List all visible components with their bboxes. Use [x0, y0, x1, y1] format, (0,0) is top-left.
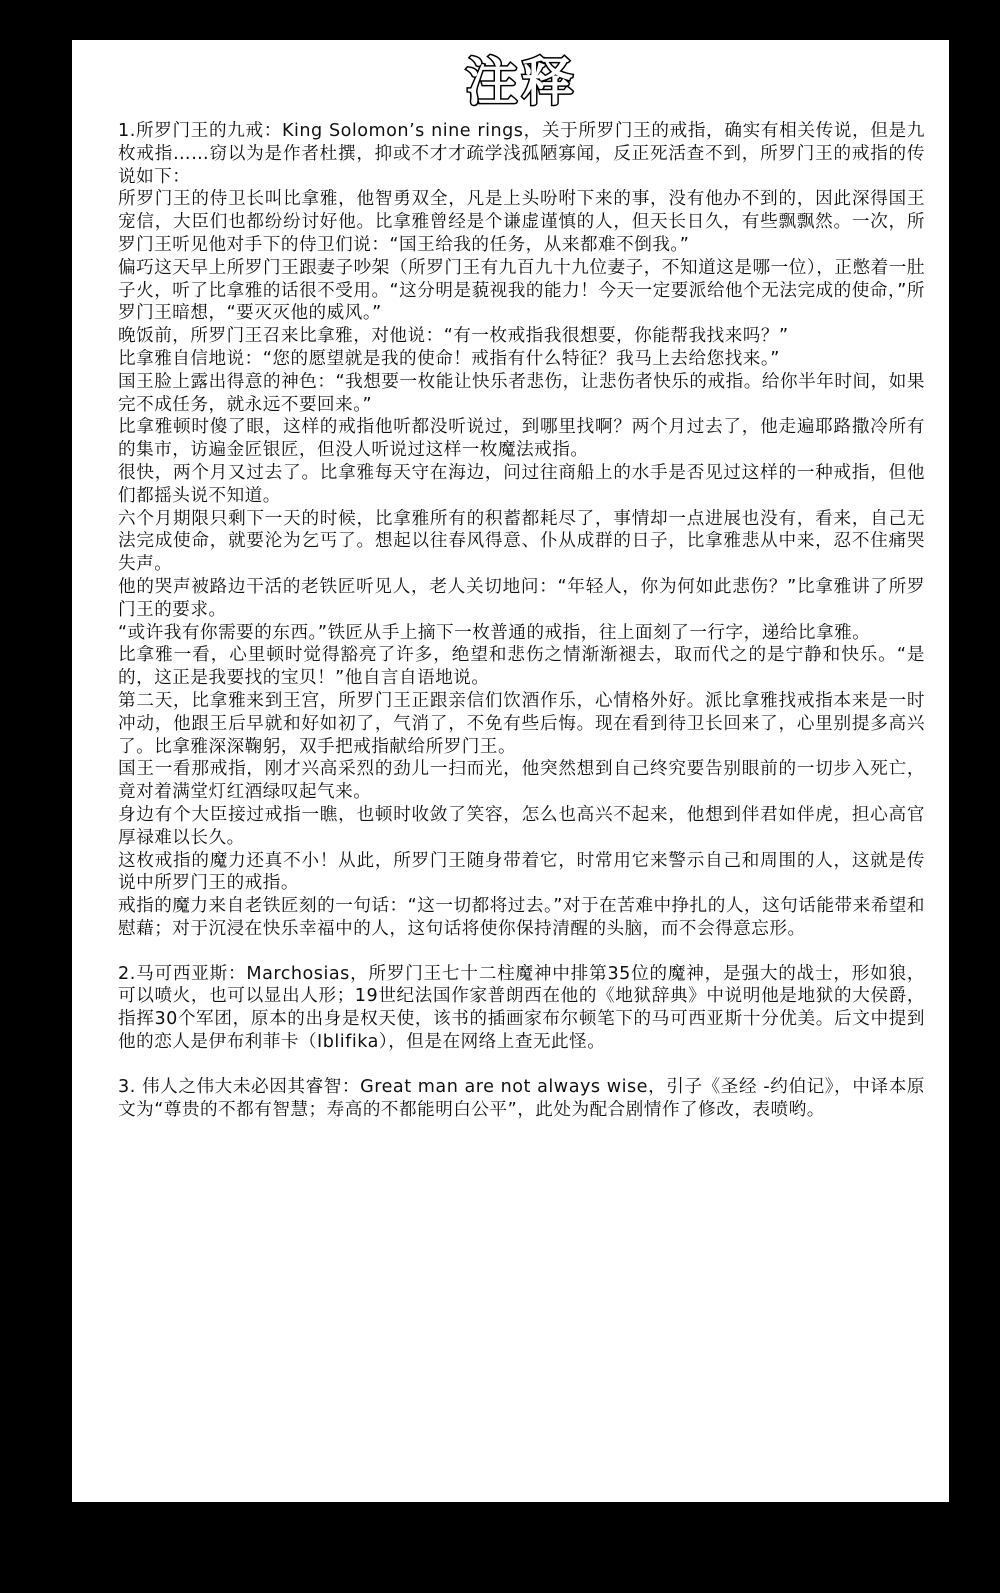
page-sheet	[72, 40, 949, 1502]
note-1-paragraph: 国王脸上露出得意的神色：“我想要一枚能让快乐者悲伤，让悲伤者快乐的戒指。给你半年时间，如果完不成任务，就永远不要回来。”	[118, 371, 925, 415]
note-1-paragraph: 他的哭声被路边干活的老铁匠听见人，老人关切地问：“年轻人，你为何如此悲伤？”比拿雅讲了所罗门王的要求。	[118, 576, 925, 620]
note-1-paragraph: 比拿雅一看，心里顿时觉得豁亮了许多，绝望和悲伤之情渐渐褪去，取而代之的是宁静和快乐。“是的，这正是我要找的宝贝！”他自言自语地说。	[118, 645, 925, 689]
note-1-paragraph: 六个月期限只剩下一天的时候，比拿雅所有的积蓄都耗尽了，事情却一点进展也没有，看来，自己无法完成使命，就要沦为乞丐了。想起以往春风得意、仆从成群的日子，比拿雅悲从中来，忍不住痛哭失声。	[118, 508, 925, 575]
note-1	[118, 120, 925, 941]
note-2-text: 2.马可西亚斯：Marchosias，所罗门王七十二柱魔神中排第35位的魔神，是强大的战士，形如狼，可以喷火，也可以显出人形；19世纪法国作家普朗西在他的《地狱辞典》中说明他是地狱的大侯爵，指挥30个军团，原本的出身是权天使，该书的插画家布尔顿笔下的马可西亚斯十分优美。后文中提到他的恋人是伊布利菲卡（Iblifika），但是在网络上查无此怪。	[118, 963, 925, 1053]
note-1-paragraph: 偏巧这天早上所罗门王跟妻子吵架（所罗门王有九百九十九位妻子，不知道这是哪一位），正憋着一肚子火，听了比拿雅的话很不受用。“这分明是藐视我的能力！今天一定要派给他个无法完成的使命，”所罗门王暗想，“要灭灭他的威风。”	[118, 257, 925, 324]
section-gap	[118, 1054, 925, 1076]
note-1-paragraph: 1.所罗门王的九戒：King Solomon’s nine rings，关于所罗门王的戒指，确实有相关传说，但是九枚戒指……窃以为是作者杜撰，抑或不才才疏学浅孤陋寡闻，反正死活查不到，所罗门王的戒指的传说如下：	[118, 121, 925, 187]
page-title: 注释	[465, 53, 578, 113]
note-1-paragraph: 身边有个大臣接过戒指一瞧，也顿时收敛了笑容，怎么也高兴不起来，他想到伴君如伴虎，担心高官厚禄难以长久。	[118, 804, 925, 848]
note-1-paragraph: 所罗门王的侍卫长叫比拿雅，他智勇双全，凡是上头吩咐下来的事，没有他办不到的，因此深得国王宠信，大臣们也都纷纷讨好他。比拿雅曾经是个谦虚谨慎的人，但天长日久，有些飘飘然。一次，所罗门王听见他对手下的侍卫们说：“国王给我的任务，从来都难不倒我。”	[118, 189, 925, 255]
note-1-paragraph: 这枚戒指的魔力还真不小！从此，所罗门王随身带着它，时常用它来警示自己和周围的人，这就是传说中所罗门王的戒指。	[118, 850, 925, 894]
note-1-paragraph: 国王一看那戒指，刚才兴高采烈的劲儿一扫而光，他突然想到自己终究要告别眼前的一切步入死亡，竟对着满堂灯红酒绿叹起气来。	[118, 759, 925, 803]
note-1-paragraph: 晚饭前，所罗门王召来比拿雅，对他说：“有一枚戒指我很想要，你能帮我找来吗？”	[118, 326, 789, 347]
note-1-paragraph: 很快，两个月又过去了。比拿雅每天守在海边，问过往商船上的水手是否见过这样的一种戒指，但他们都摇头说不知道。	[118, 462, 925, 506]
note-2	[118, 963, 925, 1054]
note-1-paragraph: 第二天，比拿雅来到王宫，所罗门王正跟亲信们饮酒作乐，心情格外好。派比拿雅找戒指本来是一时冲动，他跟王后早就和好如初了，气消了，不免有些后悔。现在看到待卫长回来了，心里别提多高兴了。比拿雅深深鞠躬，双手把戒指献给所罗门王。	[118, 690, 925, 757]
note-3-text: 3. 伟人之伟大未必因其睿智：Great man are not always wise，引子《圣经 -约伯记》，中译本原文为“尊贵的不都有智慧；寿高的不都能明白公平”，此处为配合剧情作了修改，表喷哟。	[118, 1076, 925, 1120]
note-1-paragraph: “或许我有你需要的东西。”铁匠从手上摘下一枚普通的戒指，往上面刻了一行字，递给比拿雅。	[118, 622, 871, 643]
note-3	[118, 1076, 925, 1122]
note-1-paragraph: 比拿雅自信地说：“您的愿望就是我的使命！戒指有什么特征？我马上去给您找来。”	[118, 348, 780, 369]
note-1-paragraph: 比拿雅顿时傻了眼，这样的戒指他听都没听说过，到哪里找啊？两个月过去了，他走遍耶路撒冷所有的集市，访遍金匠银匠，但没人听说过这样一枚魔法戒指。	[118, 417, 925, 461]
note-1-paragraph: 戒指的魔力来自老铁匠刻的一句话：“这一切都将过去。”对于在苦难中挣扎的人，这句话能带来希望和慰藉；对于沉浸在快乐幸福中的人，这句话将使你保持清醒的头脑，而不会得意忘形。	[118, 896, 925, 939]
notes-body	[118, 120, 925, 1121]
section-gap	[118, 941, 925, 963]
